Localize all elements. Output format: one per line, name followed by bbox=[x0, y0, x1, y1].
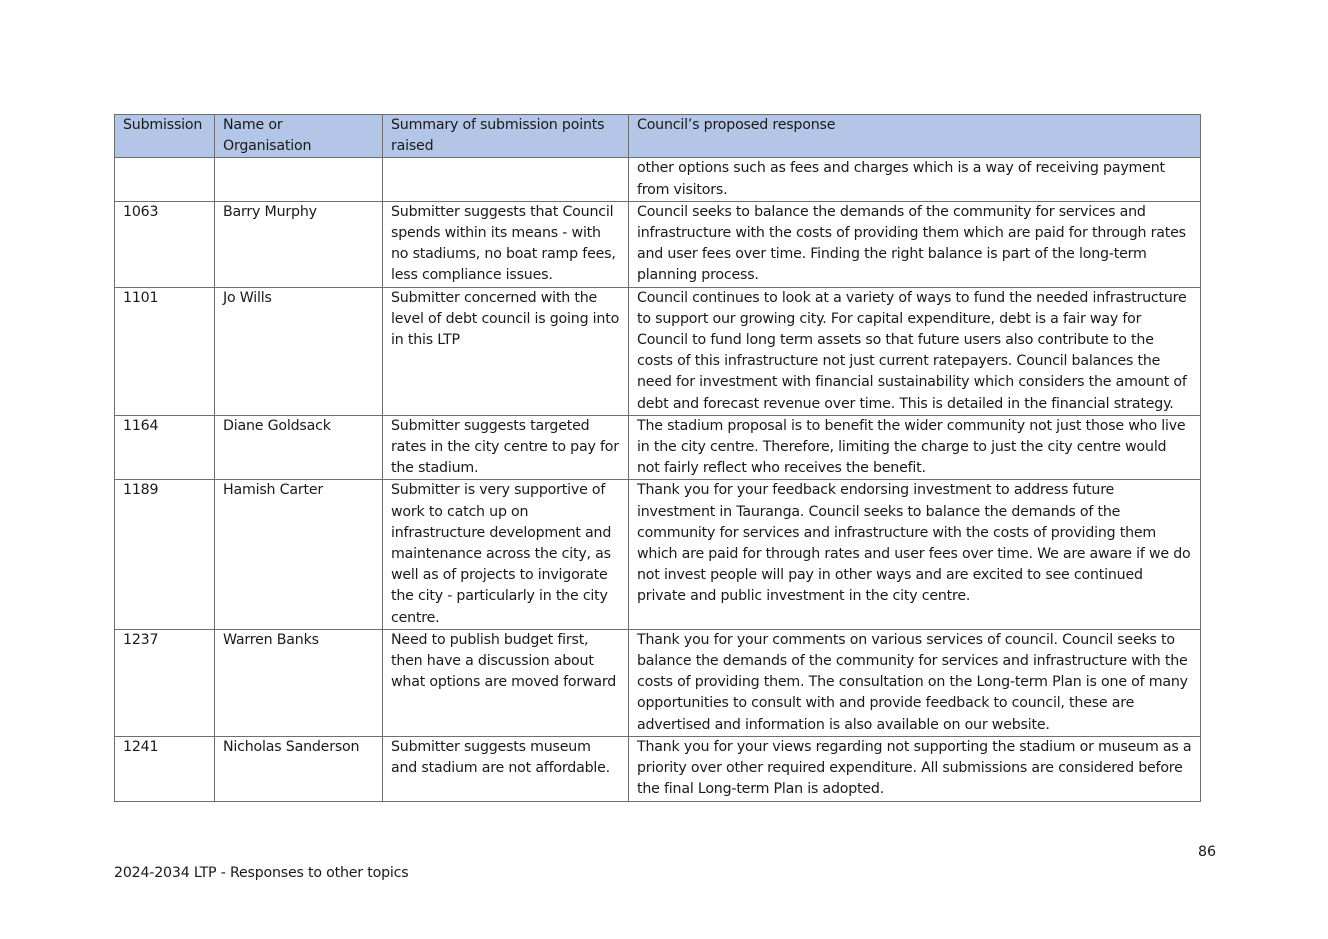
cell-response: Thank you for your views regarding not supporting the stadium or museum as a priority over other required expenditure. All submissions are considered before the final Long-term Plan is adopted. bbox=[629, 736, 1201, 801]
cell-submission: 1063 bbox=[115, 201, 215, 287]
cell-name: Hamish Carter bbox=[215, 480, 383, 629]
cell-submission: 1164 bbox=[115, 415, 215, 480]
table-row bbox=[115, 629, 1201, 736]
cell-submission bbox=[115, 158, 215, 201]
header-row bbox=[115, 115, 1201, 158]
cell-summary: Submitter suggests that Council spends within its means - with no stadiums, no boat ramp fees, less compliance issues. bbox=[383, 201, 629, 287]
cell-response: Council continues to look at a variety of ways to fund the needed infrastructure to support our growing city. For capital expenditure, debt is a fair way for Council to fund long term assets so that future users also contribute to the costs of this infrastructure not just current ratepayers. Council balances the need for investment with financial sustainability which considers the amount of debt and forecast revenue over time. This is detailed in the financial strategy. bbox=[629, 287, 1201, 415]
cell-response: other options such as fees and charges which is a way of receiving payment from visitors. bbox=[629, 158, 1201, 201]
cell-response: Thank you for your feedback endorsing investment to address future investment in Tauranga. Council seeks to balance the demands of the community for services and infrastructure with the costs of providing them which are paid for through rates and user fees over time. We are aware if we do not invest people will pay in other ways and are excited to see continued private and public investment in the city centre. bbox=[629, 480, 1201, 629]
table-row bbox=[115, 736, 1201, 801]
cell-name: Barry Murphy bbox=[215, 201, 383, 287]
cell-summary: Submitter is very supportive of work to catch up on infrastructure development and maintenance across the city, as well as of projects to invigorate the city - particularly in the city centre. bbox=[383, 480, 629, 629]
submissions-table bbox=[114, 114, 1201, 802]
cell-name: Diane Goldsack bbox=[215, 415, 383, 480]
cell-name bbox=[215, 158, 383, 201]
table-row bbox=[115, 415, 1201, 480]
cell-summary: Submitter suggests museum and stadium are not affordable. bbox=[383, 736, 629, 801]
cell-summary: Submitter concerned with the level of debt council is going into in this LTP bbox=[383, 287, 629, 415]
table-row bbox=[115, 287, 1201, 415]
table-row bbox=[115, 201, 1201, 287]
header-name-or-organisation: Name or Organisation bbox=[215, 115, 383, 158]
cell-response: Thank you for your comments on various services of council. Council seeks to balance the demands of the community for services and infrastructure with the costs of providing them. The consultation on the Long-term Plan is one of many opportunities to consult with and provide feedback to council, these are advertised and information is also available on our website. bbox=[629, 629, 1201, 736]
cell-response: Council seeks to balance the demands of the community for services and infrastructure with the costs of providing them which are paid for through rates and user fees over time. Finding the right balance is part of the long-term planning process. bbox=[629, 201, 1201, 287]
cell-submission: 1237 bbox=[115, 629, 215, 736]
table-header bbox=[115, 115, 1201, 158]
table-row bbox=[115, 480, 1201, 629]
cell-name: Nicholas Sanderson bbox=[215, 736, 383, 801]
table-row bbox=[115, 158, 1201, 201]
cell-submission: 1241 bbox=[115, 736, 215, 801]
cell-summary: Submitter suggests targeted rates in the city centre to pay for the stadium. bbox=[383, 415, 629, 480]
cell-submission: 1101 bbox=[115, 287, 215, 415]
cell-summary: Need to publish budget first, then have a discussion about what options are moved forward bbox=[383, 629, 629, 736]
footer-document-title: 2024-2034 LTP - Responses to other topics bbox=[114, 865, 409, 881]
cell-name: Jo Wills bbox=[215, 287, 383, 415]
cell-submission: 1189 bbox=[115, 480, 215, 629]
header-submission: Submission bbox=[115, 115, 215, 158]
cell-response: The stadium proposal is to benefit the wider community not just those who live in the city centre. Therefore, limiting the charge to just the city centre would not fairly reflect who receives the benefit. bbox=[629, 415, 1201, 480]
cell-name: Warren Banks bbox=[215, 629, 383, 736]
page-number: 86 bbox=[1197, 844, 1216, 860]
header-summary: Summary of submission points raised bbox=[383, 115, 629, 158]
header-council-response: Council’s proposed response bbox=[629, 115, 1201, 158]
cell-summary bbox=[383, 158, 629, 201]
table-body bbox=[115, 158, 1201, 801]
